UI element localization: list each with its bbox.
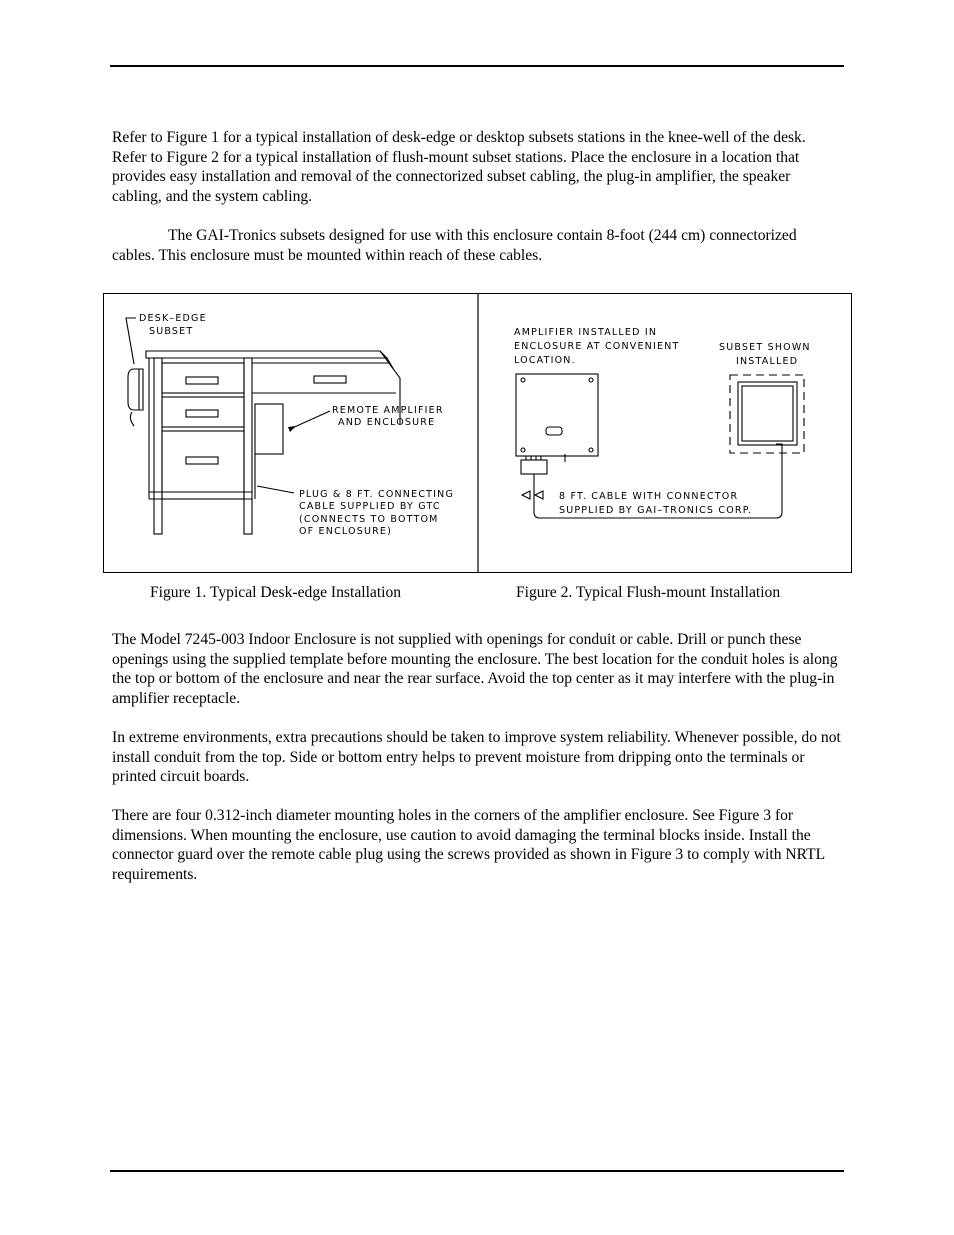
fig2-label-cable-2: SUPPLIED BY GAI–TRONICS CORP. (559, 505, 753, 516)
fig1-label-subset-1: DESK–EDGE (139, 313, 207, 324)
figure2-caption: Figure 2. Typical Flush-mount Installation (516, 584, 781, 601)
leader-plug (257, 486, 294, 493)
drawer-handle-1 (186, 377, 218, 384)
fig1-label-plug-1: PLUG & 8 FT. CONNECTING (299, 489, 455, 500)
drawer-2 (162, 397, 244, 427)
fig2-label-amp-1: AMPLIFIER INSTALLED IN (514, 327, 658, 338)
desk-edge-subset (128, 369, 139, 410)
cables-paragraph: The GAI-Tronics subsets designed for use with this enclosure contain 8-foot (244 cm) connectorized cables. This enclosure must be mounted within reach of these cables. (112, 227, 797, 264)
remote-amplifier-enclosure (255, 404, 283, 454)
fig2-label-subset-1: SUBSET SHOWN (719, 342, 811, 353)
figures-box (103, 293, 852, 573)
leader-subset (126, 318, 136, 364)
center-drawer-handle (314, 376, 346, 383)
drawer-handle-3 (186, 457, 218, 464)
fig1-label-plug-3: (CONNECTS TO BOTTOM (299, 514, 439, 525)
fig1-label-amp-1: REMOTE AMPLIFIER (332, 405, 444, 416)
leader-amplifier (290, 411, 330, 429)
environments-paragraph: In extreme environments, extra precautions should be taken to improve system reliability. Whenever possible, do not install conduit from the top. Side or bottom entry helps to prevent moisture from dripping onto the terminals or printed circuit boards. (112, 729, 841, 786)
fig1-label-plug-4: OF ENCLOSURE) (299, 526, 393, 537)
fig1-label-subset-2: SUBSET (149, 326, 194, 337)
amplifier-receptacle (546, 427, 562, 435)
desk-left-leg (154, 358, 162, 534)
intro-paragraph: Refer to Figure 1 for a typical installation of desk-edge or desktop subsets stations in the knee-well of the desk. Refer to Figure 2 for a typical installation of flush-mount subset stations. Place the enclosure in a location that provides easy installation and removal of the connectorized subset cabling, the plug-in amplifier, the speaker cabling, and the system cabling. (112, 129, 806, 205)
fig2-label-amp-2: ENCLOSURE AT CONVENIENT (514, 341, 680, 352)
openings-paragraph: The Model 7245-003 Indoor Enclosure is not supplied with openings for conduit or cable. Drill or punch these openings using the supplied template before mounting the enclosure. The best location for the conduit holes is along the top or bottom of the enclosure and near the rear surface. Avoid the top center as it may interfere with the plug-in amplifier receptacle. (112, 631, 838, 707)
fig2-label-amp-3: LOCATION. (514, 355, 576, 366)
fig1-label-plug-2: CABLE SUPPLIED BY GTC (299, 501, 441, 512)
desk-right-leg (244, 358, 252, 534)
cable-plug (521, 460, 547, 474)
drawer-1 (162, 363, 244, 393)
figure1-caption: Figure 1. Typical Desk-edge Installation (150, 584, 402, 601)
cable-arrow (522, 491, 543, 499)
mounting-paragraph: There are four 0.312-inch diameter mounting holes in the corners of the amplifier enclosure. See Figure 3 for dimensions. When mounting the enclosure, use caution to avoid damaging the terminal blocks inside. Install the connector guard over the remote cable plug using the screws provided as shown in Figure 3 to comply with NRTL requirements. (112, 807, 825, 883)
header-rule (110, 65, 844, 67)
drawer-3 (162, 431, 244, 499)
subset-frame (738, 382, 797, 445)
amplifier-enclosure (516, 374, 598, 456)
figures-drawing (104, 294, 851, 572)
drawer-handle-2 (186, 410, 218, 417)
fig2-label-cable-1: 8 FT. CABLE WITH CONNECTOR (559, 491, 739, 502)
fig1-label-amp-2: AND ENCLOSURE (338, 417, 436, 428)
desk-top (146, 351, 387, 358)
fig2-label-subset-2: INSTALLED (736, 356, 799, 367)
footer-rule (110, 1170, 844, 1172)
